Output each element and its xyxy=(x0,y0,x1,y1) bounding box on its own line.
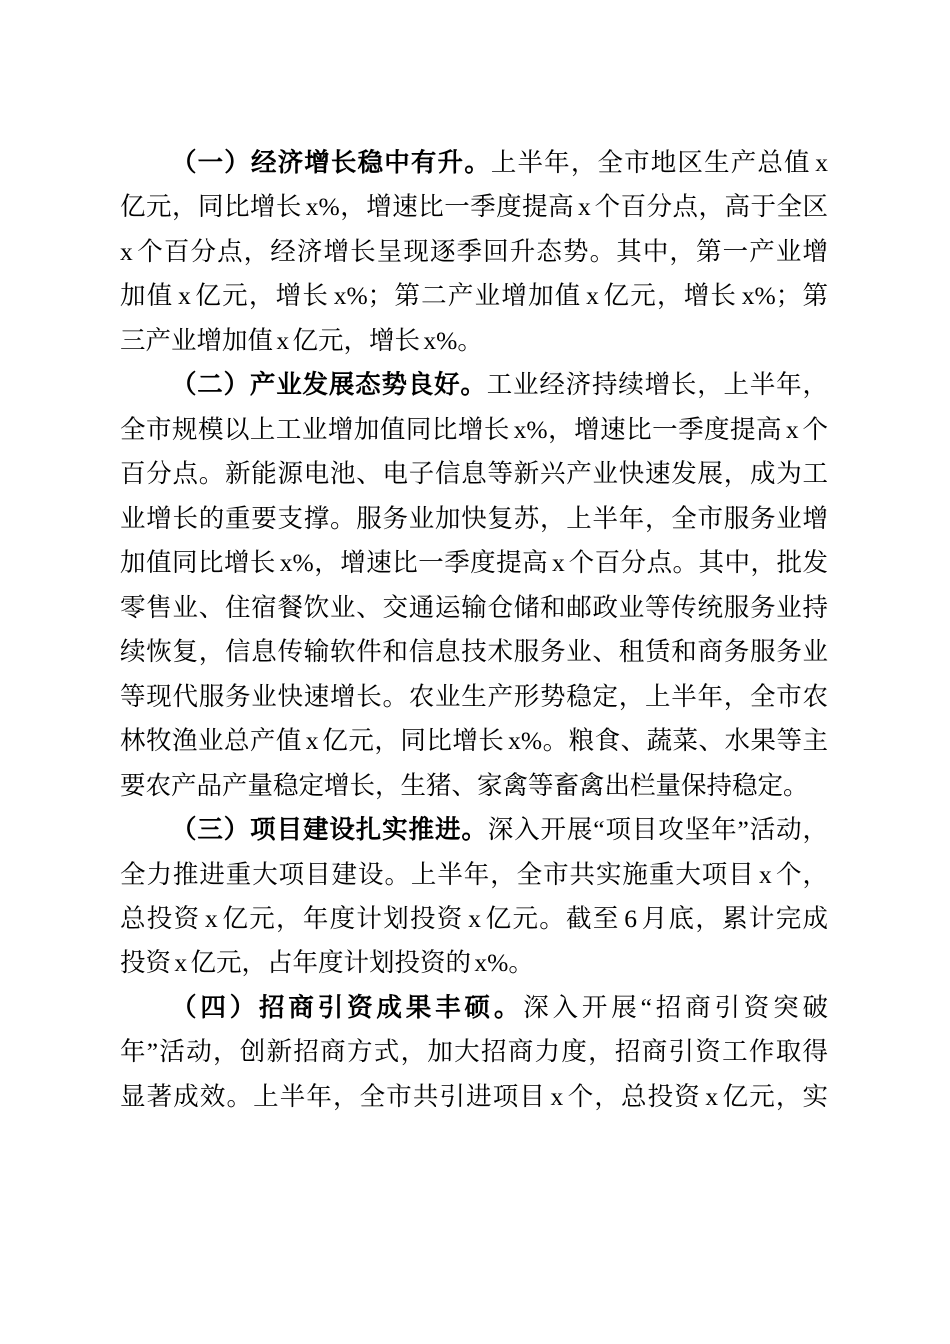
text-run: 深入开展“项目攻坚年”活动， xyxy=(487,815,828,845)
text-line: 投资 x 亿元，占年度计划投资的 x%。 xyxy=(120,948,534,978)
section-heading: （二）产业发展态势良好。 xyxy=(171,370,487,400)
text-line xyxy=(120,808,828,852)
paragraph-project-construction xyxy=(120,808,828,986)
text-line: 年”活动，创新招商方式，加大招商力度，招商引资工作取得 xyxy=(120,1037,828,1067)
text-run: 上半年，全市地区生产总值 x xyxy=(490,148,828,177)
section-heading: （三）项目建设扎实推进。 xyxy=(171,815,488,845)
text-line: 显著成效。上半年，全市共引进项目 x 个，总投资 x 亿元，实 xyxy=(120,1081,828,1111)
text-line: 林牧渔业总产值 x 亿元，同比增长 x%。粮食、蔬菜、水果等主 xyxy=(120,726,828,756)
text-line: 加值同比增长 x%，增速比一季度提高 x 个百分点。其中，批发 xyxy=(120,548,828,578)
text-line: 全市规模以上工业增加值同比增长 x%，增速比一季度提高 x 个 xyxy=(120,414,828,444)
paragraph-economic-growth xyxy=(120,141,828,363)
document-body xyxy=(120,141,828,1119)
text-run: 工业经济持续增长，上半年， xyxy=(486,370,828,400)
text-line: 全力推进重大项目建设。上半年，全市共实施重大项目 x 个， xyxy=(120,859,828,889)
text-line: 业增长的重要支撑。服务业加快复苏，上半年，全市服务业增 xyxy=(120,503,828,533)
text-run: 深入开展“招商引资突破 xyxy=(523,992,828,1022)
text-line: 百分点。新能源电池、电子信息等新兴产业快速发展，成为工 xyxy=(120,459,828,489)
paragraph-industry-development xyxy=(120,363,828,808)
section-heading: （一）经济增长稳中有升。 xyxy=(171,148,491,177)
text-line xyxy=(120,141,828,185)
text-line: x 个百分点，经济增长呈现逐季回升态势。其中，第一产业增 xyxy=(120,236,828,266)
text-line xyxy=(120,986,828,1030)
text-line: 加值 x 亿元，增长 x%；第二产业增加值 x 亿元，增长 x%；第 xyxy=(120,281,828,311)
text-line: 等现代服务业快速增长。农业生产形势稳定，上半年，全市农 xyxy=(120,681,828,711)
text-line: 零售业、住宿餐饮业、交通运输仓储和邮政业等传统服务业持 xyxy=(120,592,828,622)
text-line: 要农产品产量稳定增长，生猪、家禽等畜禽出栏量保持稳定。 xyxy=(120,770,809,800)
text-line: 亿元，同比增长 x%，增速比一季度提高 x 个百分点，高于全区 xyxy=(120,192,828,222)
paragraph-investment-attraction xyxy=(120,986,828,1119)
text-line: 三产业增加值 x 亿元，增长 x%。 xyxy=(120,325,483,355)
text-line: 总投资 x 亿元，年度计划投资 x 亿元。截至 6 月底，累计完成 xyxy=(120,903,828,933)
text-line: 续恢复，信息传输软件和信息技术服务业、租赁和商务服务业 xyxy=(120,637,828,667)
section-heading: （四）招商引资成果丰硕。 xyxy=(171,992,524,1022)
text-line xyxy=(120,363,828,407)
